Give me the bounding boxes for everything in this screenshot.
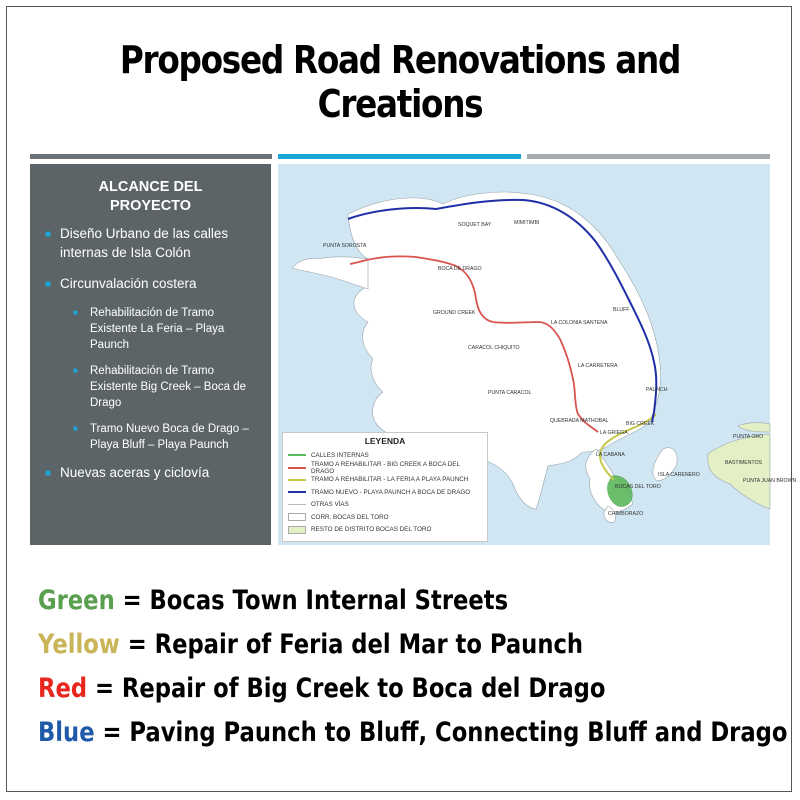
bastimentos-landmass — [708, 434, 770, 509]
bullet-icon: ■ — [73, 308, 78, 317]
legend-item: TRAMO A REHABILITAR - LA FERIA A PLAYA PAUNCH — [288, 474, 482, 486]
scope-item: ■ Nuevas aceras y ciclovía — [42, 463, 259, 482]
panel-title: ALCANCE DEL PROYECTO — [98, 179, 203, 214]
key-description: = Repair of Feria del Mar to Paunch — [119, 629, 584, 660]
place-label: CHIMBORAZO — [608, 511, 644, 517]
page-title: Proposed Road Renovations and Creations — [119, 38, 681, 126]
place-label: LA GRIEGA — [600, 430, 628, 436]
legend-swatch — [288, 479, 306, 481]
place-label: PAUNCH — [646, 387, 668, 393]
place-label: BOCA DE DRAGO — [438, 266, 482, 272]
key-color-word: Blue — [38, 717, 95, 748]
place-label: PUNTA JUAN BROWN — [743, 478, 797, 484]
place-label: LA CARRETERA — [578, 363, 618, 369]
place-label: MIMITIMBI — [514, 220, 540, 226]
legend-swatch — [288, 526, 306, 534]
bullet-icon: ■ — [73, 366, 78, 375]
place-label: GROUND CREEK — [433, 310, 476, 316]
place-label: PUNTA CARACOL — [488, 390, 532, 396]
legend-swatch — [288, 467, 306, 469]
place-label: CARACOL CHIQUITO — [468, 345, 520, 351]
bullet-icon: ■ — [45, 229, 52, 240]
place-label: BOCAS DEL TORO — [615, 484, 661, 490]
place-label: QUEBRADA MATHOBAL — [550, 418, 609, 424]
punta-oro-landmass — [738, 423, 770, 432]
key-line-blue — [38, 717, 787, 748]
map-legend — [282, 432, 488, 542]
scope-item: ■ Diseño Urbano de las calles internas de Isla Colón — [45, 226, 229, 260]
key-description: = Repair of Big Creek to Boca del Drago — [87, 673, 606, 704]
legend-swatch — [288, 504, 306, 505]
place-label: PUNTA SOROSTA — [323, 243, 367, 249]
place-label: BASTIMENTOS — [725, 460, 763, 466]
legend-item: TRAMO NUEVO - PLAYA PAUNCH A BOCA DE DRAGO — [288, 486, 482, 498]
legend-item: CORR. BOCAS DEL TORO — [288, 511, 482, 523]
legend-item: OTRAS VÍAS — [288, 499, 482, 511]
legend-item: CALLES INTERNAS — [288, 449, 482, 461]
legend-item: TRAMO A REHABILITAR - BIG CREEK A BOCA DEL DRAGO — [288, 461, 482, 473]
scope-subitem: ■ Rehabilitación de Tramo Existente Big Creek – Boca de Drago — [73, 365, 246, 409]
legend-item: RESTO DE DISTRITO BOCAS DEL TORO — [288, 523, 482, 535]
place-label: LA COLONIA SANTENA — [551, 320, 608, 326]
key-line-red — [38, 673, 605, 704]
place-label: BIG CREEK — [626, 421, 655, 427]
legend-swatch — [288, 513, 306, 521]
scope-item: ■ Circunvalación costera — [42, 274, 259, 293]
key-color-word: Yellow — [38, 629, 120, 660]
place-label: LA CABANA — [596, 452, 625, 458]
island-map — [278, 164, 797, 545]
scope-list — [42, 224, 259, 482]
bullet-icon: ■ — [45, 468, 52, 479]
key-description: = Bocas Town Internal Streets — [114, 585, 509, 616]
place-label: BLUFF — [613, 307, 630, 313]
header-bar-blue — [278, 154, 521, 159]
key-line-green — [38, 585, 508, 616]
legend-swatch — [288, 491, 306, 493]
header-bar-light-gray — [527, 154, 770, 159]
key-color-word: Green — [38, 585, 115, 616]
header-bar-gray — [30, 154, 272, 159]
bullet-icon: ■ — [73, 424, 78, 433]
place-label: SOQUET BAY — [458, 222, 492, 228]
scope-subitem: ■ Tramo Nuevo Boca de Drago – Playa Bluff – Playa Paunch — [73, 423, 249, 451]
key-description: = Paving Paunch to Bluff, Connecting Bluff and Drago — [94, 717, 788, 748]
bullet-icon: ■ — [45, 279, 52, 290]
legend-title: LEYENDA — [364, 436, 406, 446]
legend-swatch — [288, 454, 306, 456]
place-label: PUNTA ORO — [733, 434, 764, 440]
key-line-yellow — [38, 629, 583, 660]
scope-subitem: ■ Rehabilitación de Tramo Existente La Feria – Playa Paunch — [73, 307, 225, 351]
place-label: ISLA CARENERO — [658, 472, 700, 478]
project-scope-panel — [30, 164, 271, 545]
key-color-word: Red — [38, 673, 88, 704]
